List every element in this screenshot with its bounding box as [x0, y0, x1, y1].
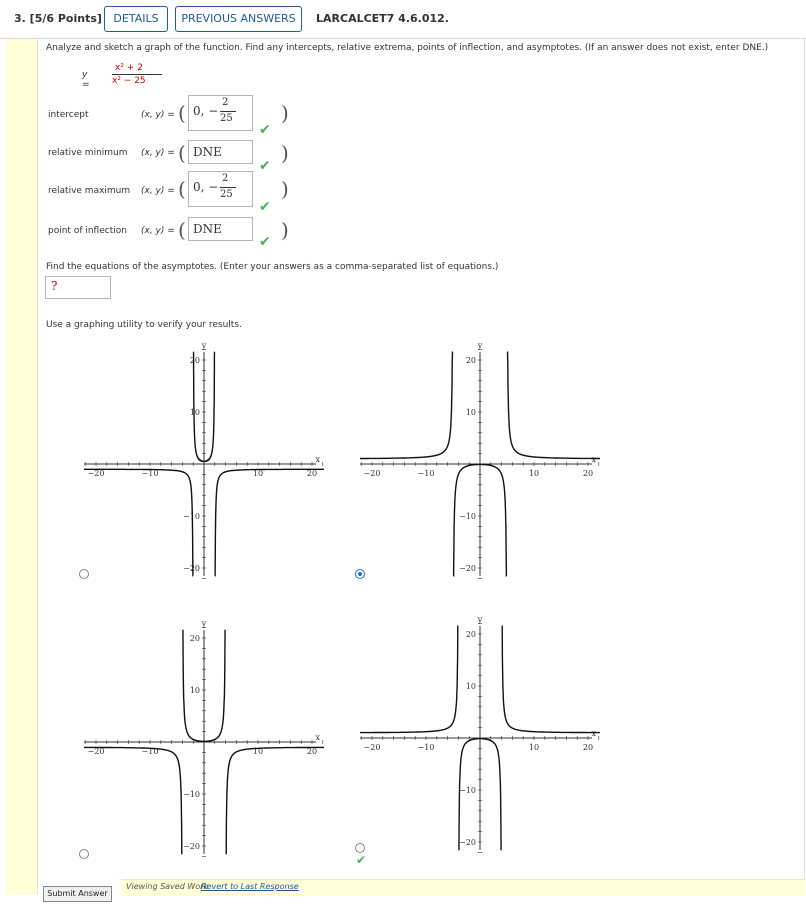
y-tick-label: −10 [183, 512, 200, 521]
y-tick-label: −20 [459, 564, 476, 573]
answer-prefix: 0, − [193, 180, 219, 194]
x-tick-label: 20 [582, 743, 594, 752]
left-margin-strip [6, 39, 38, 895]
question-header [0, 0, 806, 39]
answer-frac-den: 25 [220, 189, 233, 200]
y-tick-label: 20 [465, 630, 476, 639]
open-paren: ( [178, 218, 186, 242]
graph-option-1-radio[interactable] [79, 569, 89, 579]
answer-label: relative maximum [48, 186, 131, 196]
graph-option-2 [360, 332, 600, 580]
open-paren: ( [178, 177, 186, 201]
graph-curve [360, 352, 453, 458]
x-tick-label: 20 [582, 469, 594, 478]
y-tick-label: −10 [459, 786, 476, 795]
y-tick-label: 10 [465, 408, 476, 417]
y-tick-label: 10 [189, 686, 200, 695]
x-tick-label: 10 [252, 469, 264, 478]
x-axis-label: x [315, 455, 320, 464]
close-paren: ) [281, 141, 289, 165]
x-tick-label: −20 [87, 469, 105, 478]
x-axis-label: x [591, 729, 596, 738]
correct-check-icon: ✔ [259, 199, 271, 215]
y-tick-label: 10 [189, 408, 200, 417]
y-axis-label: y [477, 341, 483, 350]
graph-option-2-radio[interactable] [355, 569, 365, 579]
xy-label: (x, y) = [141, 226, 175, 236]
right-border [804, 39, 805, 895]
revert-link[interactable]: Revert to Last Response [201, 882, 299, 891]
answer-value: DNE [193, 222, 222, 236]
graph-curve [507, 352, 600, 458]
viewing-saved-work: Viewing Saved Work [126, 882, 209, 891]
close-paren: ) [281, 101, 289, 125]
y-axis-label: y [201, 341, 207, 350]
asymptote-instruction: Find the equations of the asymptotes. (Enter your answers as a comma-separated list of equations.) [46, 262, 499, 272]
answer-frac-num: 2 [222, 173, 229, 184]
x-tick-label: 20 [306, 469, 318, 478]
fraction-bar [112, 74, 162, 75]
y-tick-label: −20 [183, 842, 200, 851]
y-tick-label: −10 [183, 790, 200, 799]
answer-frac-bar [220, 187, 236, 188]
x-tick-label: −10 [417, 469, 435, 478]
answer-prefix: 0, − [193, 104, 219, 118]
graph-option-3 [84, 606, 324, 861]
relative-minimum-answer-box[interactable] [188, 140, 253, 164]
question-number: 3. [5/6 Points] [14, 12, 102, 25]
x-axis-label: x [591, 455, 596, 464]
answer-frac-num: 2 [222, 97, 229, 108]
x-tick-label: −10 [417, 743, 435, 752]
answer-label: intercept [48, 110, 89, 120]
y-tick-label: 20 [189, 356, 200, 365]
x-tick-label: −10 [141, 747, 159, 756]
intercept-answer-box[interactable] [188, 95, 253, 131]
graph-curve [502, 626, 600, 732]
y-tick-label: 20 [189, 634, 200, 643]
y-axis-label: y [201, 619, 207, 628]
previous-answers-button[interactable]: PREVIOUS ANSWERS [175, 6, 302, 32]
xy-label: (x, y) = [141, 148, 175, 158]
y-tick-label: −10 [459, 512, 476, 521]
submit-answer-button[interactable]: Submit Answer [43, 886, 112, 902]
graph-option-4 [360, 606, 600, 854]
y-tick-label: 20 [465, 356, 476, 365]
xy-label: (x, y) = [141, 110, 175, 120]
answer-frac-bar [220, 111, 236, 112]
numerator: x² + 2 [115, 63, 143, 73]
graph-curve [226, 747, 324, 853]
x-tick-label: 10 [528, 469, 540, 478]
close-paren: ) [281, 218, 289, 242]
correct-check-icon: ✔ [259, 122, 271, 138]
question-code: LARCALCET7 4.6.012. [316, 12, 449, 25]
footer-bar [121, 879, 805, 896]
answer-frac-den: 25 [220, 113, 233, 124]
x-tick-label: −10 [141, 469, 159, 478]
xy-label: (x, y) = [141, 186, 175, 196]
x-tick-label: 20 [306, 747, 318, 756]
close-paren: ) [281, 177, 289, 201]
graph-option-3-radio[interactable] [79, 849, 89, 859]
open-paren: ( [178, 101, 186, 125]
answer-value: DNE [193, 145, 222, 159]
graph-curve [84, 469, 193, 576]
x-tick-label: −20 [87, 747, 105, 756]
details-button[interactable]: DETAILS [104, 6, 168, 32]
graph-option-4-radio[interactable] [355, 843, 365, 853]
y-tick-label: 10 [465, 682, 476, 691]
graph-option-1 [84, 332, 324, 580]
x-tick-label: 10 [528, 743, 540, 752]
x-tick-label: 10 [252, 747, 264, 756]
correct-check-icon: ✔ [356, 853, 367, 867]
y-equals: y = [82, 70, 90, 90]
relative-maximum-answer-box[interactable] [188, 171, 253, 207]
y-axis-label: y [477, 615, 483, 624]
y-tick-label: −20 [459, 838, 476, 847]
y-tick-label: −20 [183, 564, 200, 573]
question-prompt: Analyze and sketch a graph of the function. Find any intercepts, relative extrema, points of inflection, and asymptotes. (If an answer does not exist, enter DNE.) [46, 43, 769, 53]
asymptotes-value: ? [51, 279, 58, 293]
x-tick-label: −20 [363, 469, 381, 478]
x-axis-label: x [315, 733, 320, 742]
asymptotes-input[interactable] [45, 276, 111, 299]
open-paren: ( [178, 141, 186, 165]
point-of-inflection-answer-box[interactable] [188, 217, 253, 241]
correct-check-icon: ✔ [259, 158, 271, 174]
answer-label: point of inflection [48, 226, 127, 236]
answer-label: relative minimum [48, 148, 128, 158]
correct-check-icon: ✔ [259, 234, 271, 250]
graph-curve [84, 747, 182, 853]
graph-curve [360, 626, 458, 732]
graph-curve [215, 469, 324, 576]
x-tick-label: −20 [363, 743, 381, 752]
denominator: x² − 25 [112, 76, 146, 86]
verify-instruction: Use a graphing utility to verify your results. [46, 320, 242, 330]
